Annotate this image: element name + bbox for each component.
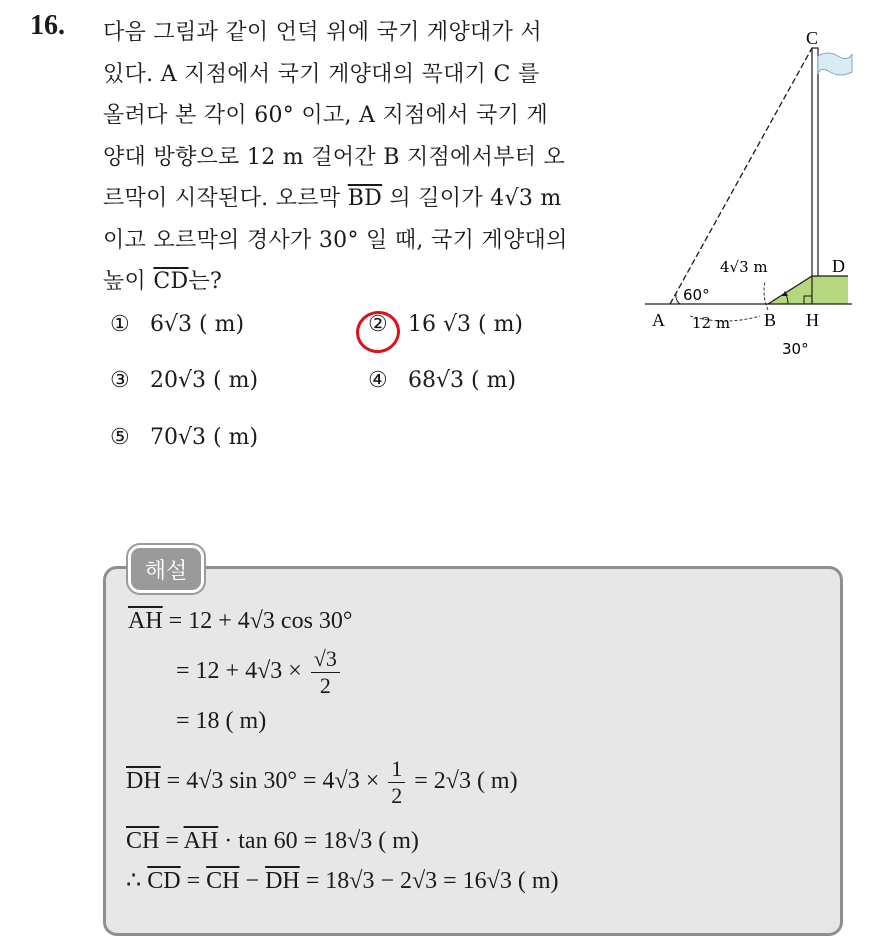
question-text-part: 는? bbox=[188, 269, 223, 294]
question-line: 이고 오르막의 경사가 30° 일 때, 국기 게양대의 bbox=[103, 227, 568, 253]
segment-cd: $\overline{CD}$ bbox=[147, 868, 181, 894]
angle-60-label: 60° bbox=[683, 286, 710, 304]
fraction bbox=[311, 646, 340, 699]
choice-mark: ② bbox=[368, 312, 388, 337]
question-line: 양대 방향으로 12 m 걸어간 B 지점에서부터 오 bbox=[103, 144, 566, 170]
question-text-part: 의 길이가 4√3 m bbox=[389, 186, 562, 211]
question-line: 있다. A 지점에서 국기 게양대의 꼭대기 C 를 bbox=[103, 61, 540, 87]
distance-ab-label: 12 m bbox=[692, 314, 731, 332]
solution-expression: = 4√3 sin 30° = 4√3 × bbox=[166, 768, 380, 795]
flagpole bbox=[812, 48, 818, 276]
question-text-part: 높이 bbox=[103, 269, 147, 294]
fraction-numerator: 1 bbox=[388, 756, 405, 783]
choice-mark: ④ bbox=[368, 368, 388, 393]
solution-line-5 bbox=[126, 828, 419, 855]
fraction-denominator: 2 bbox=[319, 673, 331, 698]
choice-text: 70√3 ( m) bbox=[150, 425, 259, 450]
label-a: A bbox=[652, 310, 665, 330]
segment-ah: $\overline{AH}$ bbox=[183, 828, 219, 854]
choice-text: 20√3 ( m) bbox=[150, 368, 259, 393]
solution-line-6 bbox=[126, 866, 559, 895]
bd-dimension-mark bbox=[764, 282, 768, 310]
slope-region bbox=[768, 276, 848, 304]
solution-expression: = 12 + 4√3 × bbox=[176, 658, 302, 685]
fraction bbox=[388, 756, 405, 809]
minus-sign: − bbox=[245, 868, 260, 894]
fraction-denominator: 2 bbox=[391, 783, 403, 808]
solution-expression: = 12 + 4√3 cos 30° bbox=[168, 608, 353, 634]
segment-bd: $\overline{BD}$ bbox=[347, 186, 383, 211]
label-c: C bbox=[805, 28, 819, 48]
flag bbox=[818, 53, 852, 75]
fraction-numerator: √3 bbox=[311, 646, 340, 673]
label-d: D bbox=[832, 256, 845, 276]
segment-ah: $\overline{AH}$ bbox=[128, 608, 163, 634]
equals-sign: = bbox=[186, 868, 201, 894]
choice-text: 16 √3 ( m) bbox=[408, 312, 524, 337]
segment-cd: $\overline{CD}$ bbox=[153, 269, 189, 294]
label-h: H bbox=[806, 310, 819, 330]
label-b: B bbox=[764, 310, 777, 330]
question-number: 16. bbox=[30, 10, 65, 41]
solution-label: 해설 bbox=[128, 545, 204, 593]
angle-30-label: 30° bbox=[782, 340, 809, 358]
question-line: 올려다 본 각이 60° 이고, A 지점에서 국기 게 bbox=[103, 103, 549, 128]
question-text bbox=[103, 12, 623, 303]
choice-text: 68√3 ( m) bbox=[408, 368, 517, 393]
segment-ch: $\overline{CH}$ bbox=[126, 828, 160, 854]
solution-expression: = 18√3 − 2√3 = 16√3 ( m) bbox=[305, 868, 559, 894]
choice-text: 6√3 ( m) bbox=[150, 312, 245, 337]
choice-4[interactable] bbox=[368, 368, 516, 393]
solution-expression: = 2√3 ( m) bbox=[414, 768, 518, 795]
segment-dh: $\overline{DH}$ bbox=[265, 868, 300, 894]
angle-60-arc bbox=[676, 294, 680, 304]
question-line bbox=[103, 178, 623, 220]
choice-5[interactable] bbox=[110, 425, 258, 450]
choice-mark: ③ bbox=[110, 368, 130, 393]
segment-ch: $\overline{CH}$ bbox=[206, 868, 240, 894]
choice-1[interactable] bbox=[110, 312, 244, 337]
distance-bd-label: 4√3 m bbox=[720, 258, 768, 276]
therefore-symbol: ∴ bbox=[126, 868, 142, 894]
equals-sign: = bbox=[165, 828, 179, 854]
choice-mark: ① bbox=[110, 312, 130, 337]
choice-3[interactable] bbox=[110, 368, 258, 393]
solution-line-1 bbox=[128, 608, 353, 635]
solution-expression: · tan 60 = 18√3 ( m) bbox=[224, 828, 419, 854]
question-line bbox=[103, 261, 623, 303]
solution-line-2 bbox=[176, 646, 343, 699]
solution-line-3: = 18 ( m) bbox=[176, 708, 267, 734]
question-text-part: 르막이 시작된다. 오르막 bbox=[103, 186, 341, 211]
question-line: 다음 그림과 같이 언덕 위에 국기 게양대가 서 bbox=[103, 20, 542, 45]
flagpole-diagram bbox=[640, 20, 860, 370]
choice-mark: ⑤ bbox=[110, 425, 130, 450]
segment-dh: $\overline{DH}$ bbox=[126, 768, 161, 795]
solution-line-4 bbox=[126, 756, 518, 809]
